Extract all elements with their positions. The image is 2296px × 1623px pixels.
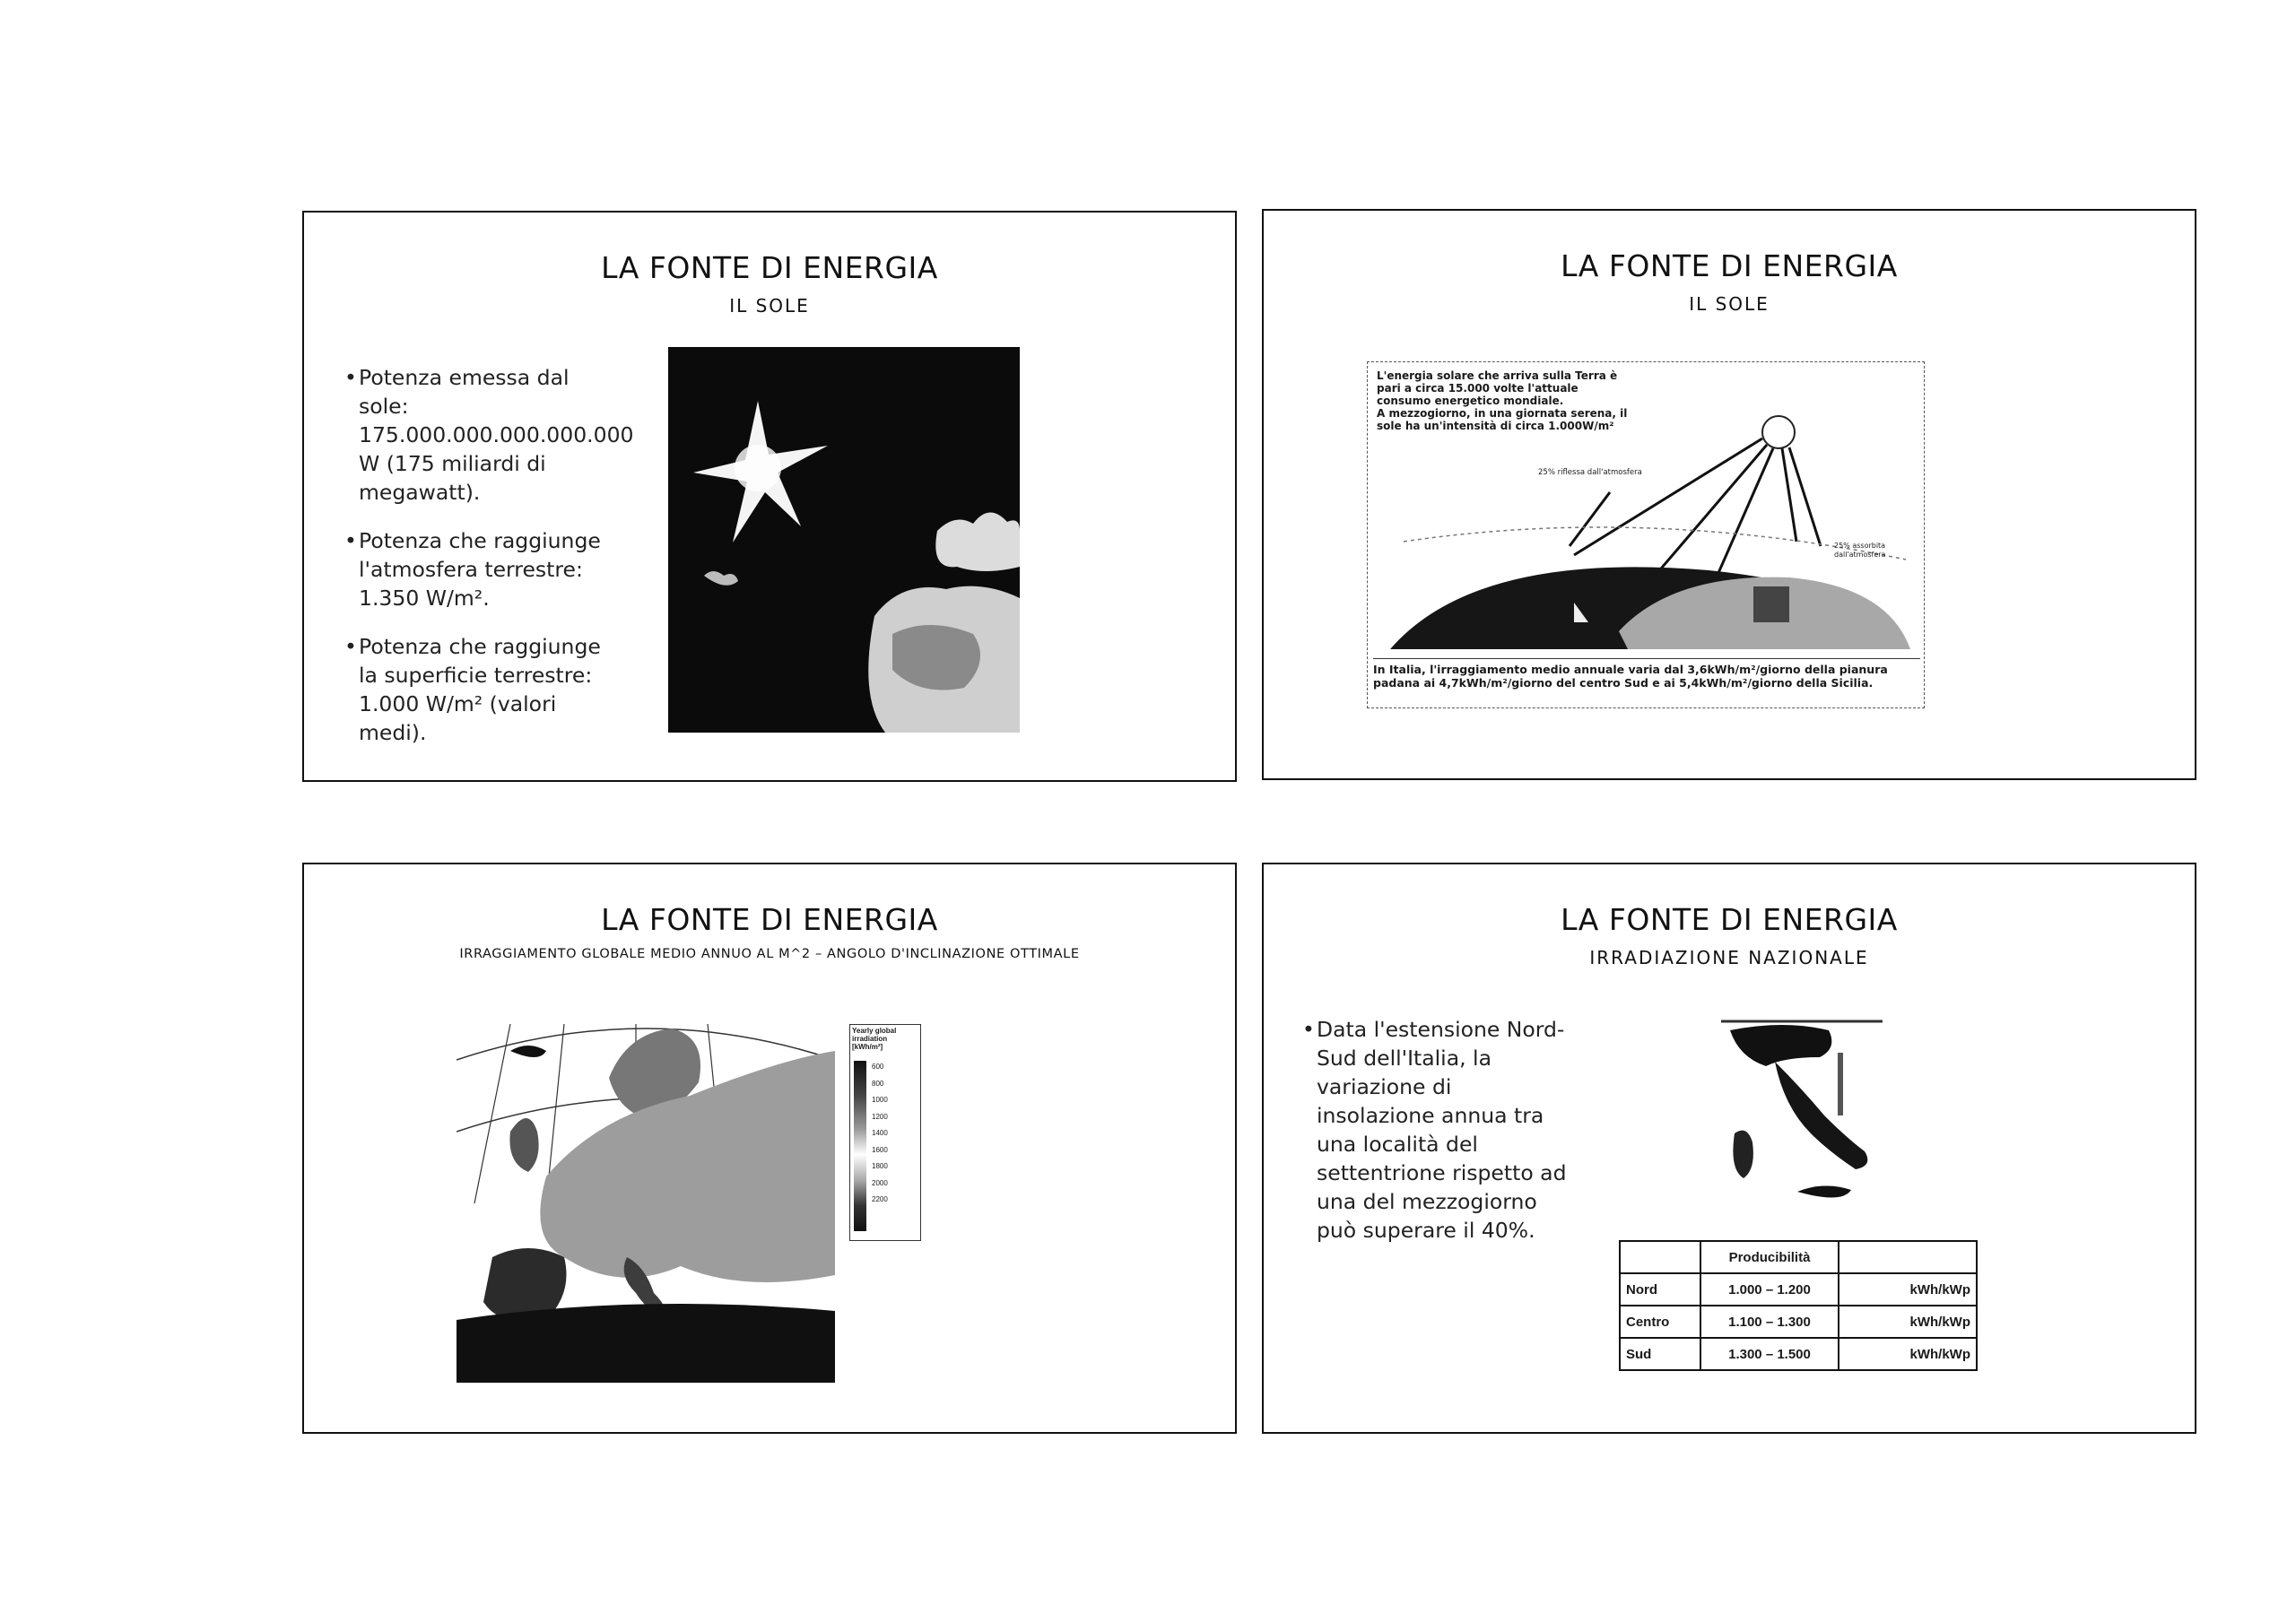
unit-cell: kWh/kWp <box>1839 1306 1977 1338</box>
italy-irradiation-map <box>1712 1008 1883 1219</box>
slide-subtitle: IL SOLE <box>729 295 810 317</box>
slide-2 <box>1262 209 2196 780</box>
legend-value: 1800 <box>872 1162 888 1170</box>
zone-cell: Nord <box>1620 1273 1700 1306</box>
bullet-item: • Potenza che raggiunge l'atmosfera terrestre: 1.350 W/m². <box>344 526 613 612</box>
slide-title: LA FONTE DI ENERGIA <box>1561 248 1898 283</box>
legend-value: 1600 <box>872 1145 888 1154</box>
map-legend <box>849 1024 921 1241</box>
table-row <box>1620 1338 1977 1370</box>
table-row <box>1620 1306 1977 1338</box>
legend-value: 2000 <box>872 1178 888 1187</box>
europe-irradiation-map <box>457 1024 835 1383</box>
range-cell: 1.100 – 1.300 <box>1700 1306 1839 1338</box>
zone-cell: Centro <box>1620 1306 1700 1338</box>
legend-value: 600 <box>872 1063 884 1071</box>
legend-title: Yearly global irradiation [kWh/m²] <box>852 1027 897 1051</box>
table-row <box>1620 1241 1977 1273</box>
legend-value: 800 <box>872 1079 884 1088</box>
slide-1 <box>302 211 1237 782</box>
table-row <box>1620 1273 1977 1306</box>
sicily-shape <box>1797 1185 1851 1197</box>
slide-3 <box>302 863 1237 1434</box>
slide-subtitle: IL SOLE <box>1689 293 1770 315</box>
slide-title: LA FONTE DI ENERGIA <box>601 250 938 285</box>
italy-north-shape <box>1730 1025 1831 1066</box>
italy-peninsula-shape <box>1775 1062 1867 1169</box>
slide-4 <box>1262 863 2196 1434</box>
slide-subtitle: IRRAGGIAMENTO GLOBALE MEDIO ANNUO AL M^2 – ANGOLO D'INCLINAZIONE OTTIMALE <box>459 947 1080 961</box>
table-header: Producibilità <box>1700 1241 1839 1273</box>
diagram-caption-top: L'energia solare che arriva sulla Terra è pari a circa 15.000 volte l'attuale consumo energetico mondiale. A mezzogiorno, in una giornata serena, il sole ha un'intensità di circa 1.000W/m² <box>1377 369 1628 432</box>
table-cell <box>1620 1241 1700 1273</box>
bullet-item: • Data l'estensione Nord-Sud dell'Italia, la variazione di insolazione annua tra una località del settentrione rispetto ad una del mezzogiorno può superare il 40%. <box>1302 1015 1571 1245</box>
range-cell: 1.000 – 1.200 <box>1700 1273 1839 1306</box>
legend-value: 1400 <box>872 1129 888 1137</box>
sardinia-shape <box>1733 1131 1753 1178</box>
legend-value: 1200 <box>872 1112 888 1121</box>
bullet-item: • Potenza emessa dal sole: 175.000.000.000.000.000 W (175 miliardi di megawatt). <box>344 363 613 507</box>
legend-value: 1000 <box>872 1096 888 1104</box>
solar-energy-diagram <box>1367 361 1925 708</box>
absorbed-label: 25% assorbita dall'atmosfera <box>1834 542 1886 559</box>
africa-shape <box>457 1304 835 1383</box>
reflected-label: 25% riflessa dall'atmosfera <box>1538 468 1642 477</box>
slide-subtitle: IRRADIAZIONE NAZIONALE <box>1589 947 1869 968</box>
zone-cell: Sud <box>1620 1338 1700 1370</box>
unit-cell: kWh/kWp <box>1839 1273 1977 1306</box>
unit-cell: kWh/kWp <box>1839 1338 1977 1370</box>
slide-title: LA FONTE DI ENERGIA <box>601 902 938 937</box>
range-cell: 1.300 – 1.500 <box>1700 1338 1839 1370</box>
diagram-caption-bottom: In Italia, l'irraggiamento medio annuale varia dal 3,6kWh/m²/giorno della pianura padana ai 4,7kWh/m²/giorno del centro Sud e ai 5,4kWh/m²/giorno della Sicilia. <box>1373 658 1920 690</box>
sun-star-image <box>668 347 1020 733</box>
sun-icon <box>1762 416 1795 448</box>
producibility-table <box>1619 1240 1978 1371</box>
bullet-item: • Potenza che raggiunge la superficie terrestre: 1.000 W/m² (valori medi). <box>344 632 613 747</box>
bullet-list <box>344 363 634 767</box>
bullet-list <box>1302 1015 1571 1264</box>
legend-value: 2200 <box>872 1195 888 1203</box>
slide-title: LA FONTE DI ENERGIA <box>1561 902 1898 937</box>
table-cell <box>1839 1241 1977 1273</box>
